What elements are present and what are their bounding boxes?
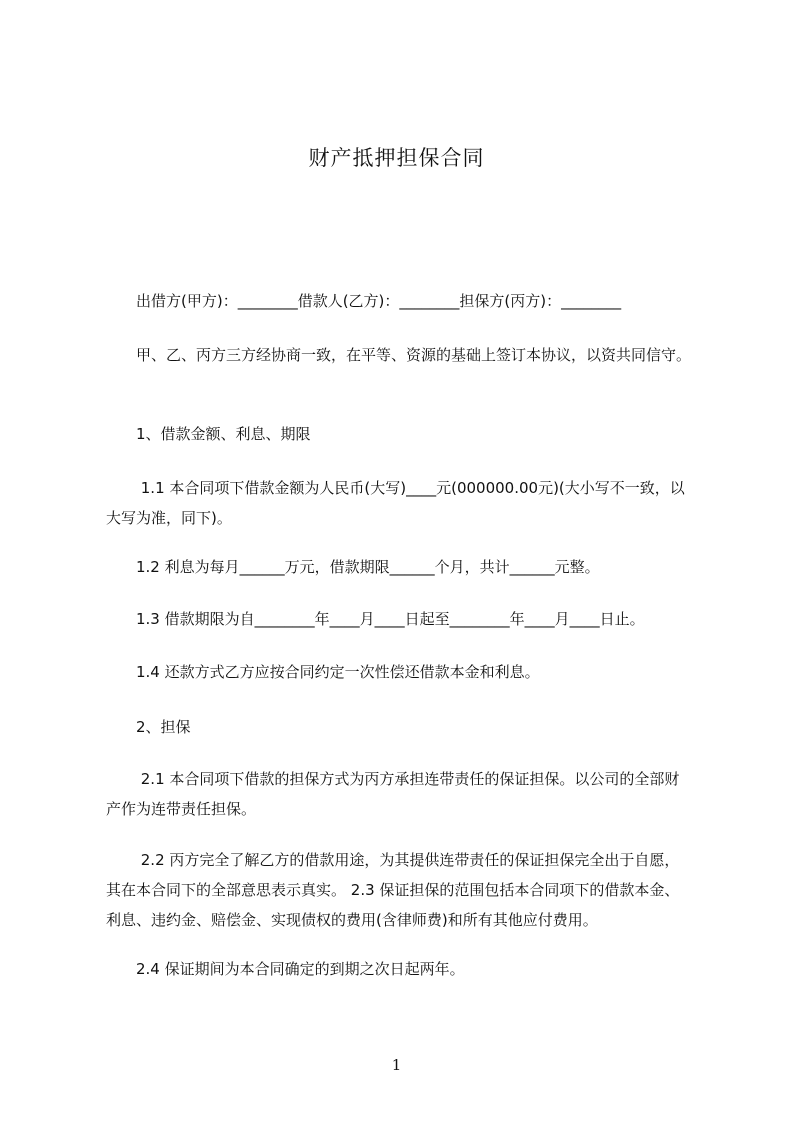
intro-paragraph: 甲、乙、丙方三方经协商一致，在平等、资源的基础上签订本协议，以资共同信守。 [106, 346, 692, 364]
clause-1-2: 1.2 利息为每月______万元，借款期限______个月，共计______元整。 [106, 558, 600, 576]
page-number: 1 [391, 1056, 402, 1074]
section-1-heading: 1、借款金额、利息、期限 [106, 425, 311, 443]
clause-2-1: 2.1 本合同项下借款的担保方式为丙方承担连带责任的保证担保。以公司的全部财产作为连带责任担保。 [106, 770, 680, 818]
clause-1-1: 1.1 本合同项下借款金额为人民币(大写)____元(000000.00元)(大小写不一致，以大写为准，同下)。 [106, 479, 685, 527]
parties-line: 出借方(甲方)：________借款人(乙方)：________担保方(丙方)：________ [106, 292, 622, 310]
clause-2-2-and-2-3: 2.2 丙方完全了解乙方的借款用途，为其提供连带责任的保证担保完全出于自愿，其在本合同下的全部意思表示真实。 2.3 保证担保的范围包括本合同项下的借款本金、利息、违约金、赔偿金、实现债权的费用(含律师费)和所有其他应付费用。 [106, 851, 680, 929]
clause-1-4: 1.4 还款方式乙方应按合同约定一次性偿还借款本金和利息。 [106, 663, 540, 681]
document-title: 财产抵押担保合同 [308, 146, 485, 170]
clause-1-3: 1.3 借款期限为自________年____月____日起至________年____月____日止。 [106, 610, 645, 628]
clause-2-4: 2.4 保证期间为本合同确定的到期之次日起两年。 [106, 960, 465, 978]
section-2-heading: 2、担保 [106, 718, 191, 736]
